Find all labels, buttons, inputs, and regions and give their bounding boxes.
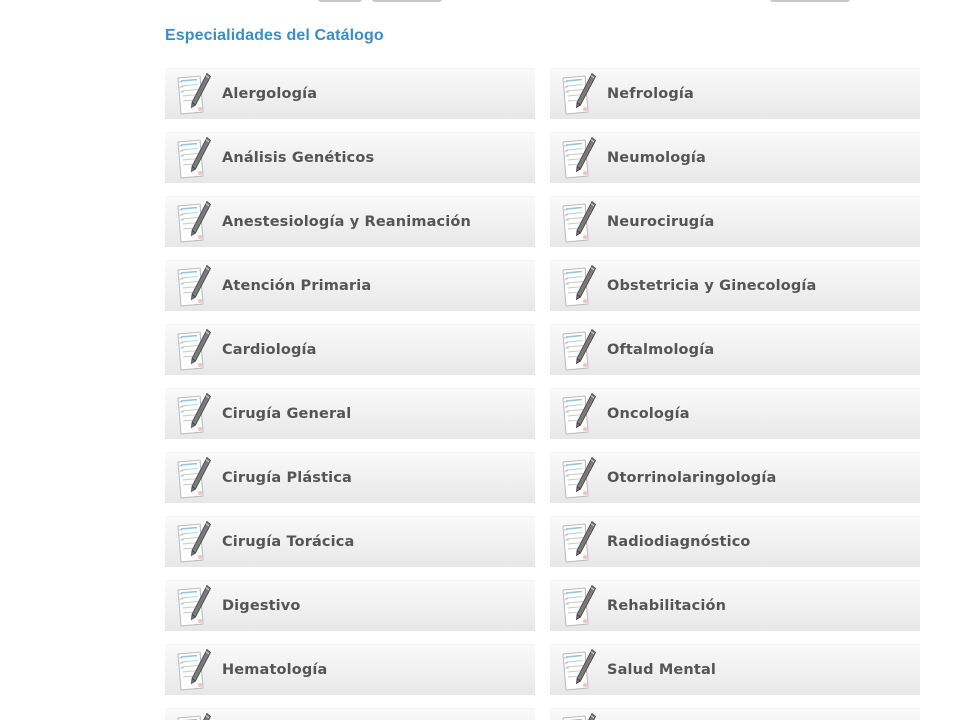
document-pen-icon [558,328,598,374]
text-fragment [372,0,442,2]
document-pen-icon [173,712,213,720]
specialty-label: Rehabilitación [607,598,727,614]
specialty-label: Neurocirugía [607,214,715,230]
specialty-item-oncologia[interactable] [550,388,920,439]
specialty-label: Cirugía Plástica [222,470,352,486]
specialty-item-obstetricia[interactable] [550,260,920,311]
specialty-item-digestivo[interactable] [165,580,535,631]
specialty-item-cardiologia[interactable] [165,324,535,375]
specialty-item-cirugia-plastica[interactable] [165,452,535,503]
document-pen-icon [558,712,598,720]
specialty-item-alergologia[interactable] [165,68,535,119]
specialty-label: Oftalmología [607,342,715,358]
specialty-item-neurocirugia[interactable] [550,196,920,247]
document-pen-icon [558,136,598,182]
specialty-item-nefrologia[interactable] [550,68,920,119]
document-pen-icon [558,392,598,438]
specialty-label: Digestivo [222,598,301,614]
specialty-label: Salud Mental [607,662,717,678]
specialty-label: Cardiología [222,342,317,358]
document-pen-icon [173,328,213,374]
specialty-item-radiodiagnostico[interactable] [550,516,920,567]
document-pen-icon [173,456,213,502]
specialty-label: Obstetricia y Ginecología [607,278,817,294]
specialty-item-cirugia-toracica[interactable] [165,516,535,567]
document-pen-icon [173,72,213,118]
specialty-item-anestesiologia[interactable] [165,196,535,247]
specialty-label: Cirugía Torácica [222,534,355,550]
specialty-label: Neumología [607,150,706,166]
specialties-grid [165,68,920,720]
specialty-item-rehabilitacion[interactable] [550,580,920,631]
document-pen-icon [173,392,213,438]
document-pen-icon [558,520,598,566]
document-pen-icon [558,584,598,630]
specialty-item-hematologia[interactable] [165,644,535,695]
specialty-label: Atención Primaria [222,278,372,294]
document-pen-icon [173,136,213,182]
document-pen-icon [173,200,213,246]
specialty-item-oftalmologia[interactable] [550,324,920,375]
document-pen-icon [558,72,598,118]
specialty-label: Oncología [607,406,690,422]
specialty-item-partial[interactable] [550,708,920,720]
document-pen-icon [558,648,598,694]
specialty-label: Cirugía General [222,406,352,422]
specialty-item-neumologia[interactable] [550,132,920,183]
text-fragment [770,0,850,2]
specialty-item-analisis-geneticos[interactable] [165,132,535,183]
document-pen-icon [558,200,598,246]
previous-section-edge [0,0,960,6]
document-pen-icon [558,264,598,310]
specialty-item-cirugia-general[interactable] [165,388,535,439]
document-pen-icon [173,584,213,630]
document-pen-icon [173,648,213,694]
specialty-label: Alergología [222,86,318,102]
text-fragment [318,0,362,2]
specialty-label: Radiodiagnóstico [607,534,751,550]
specialty-label: Hematología [222,662,328,678]
document-pen-icon [173,520,213,566]
specialty-item-partial[interactable] [165,708,535,720]
specialty-label: Nefrología [607,86,694,102]
page-title: Especialidades del Catálogo [165,27,384,44]
specialty-label: Otorrinolaringología [607,470,777,486]
specialty-label: Anestesiología y Reanimación [222,214,471,230]
specialty-item-otorrinolaringologia[interactable] [550,452,920,503]
document-pen-icon [558,456,598,502]
specialty-item-atencion-primaria[interactable] [165,260,535,311]
specialty-label: Análisis Genéticos [222,150,375,166]
document-pen-icon [173,264,213,310]
specialty-item-salud-mental[interactable] [550,644,920,695]
